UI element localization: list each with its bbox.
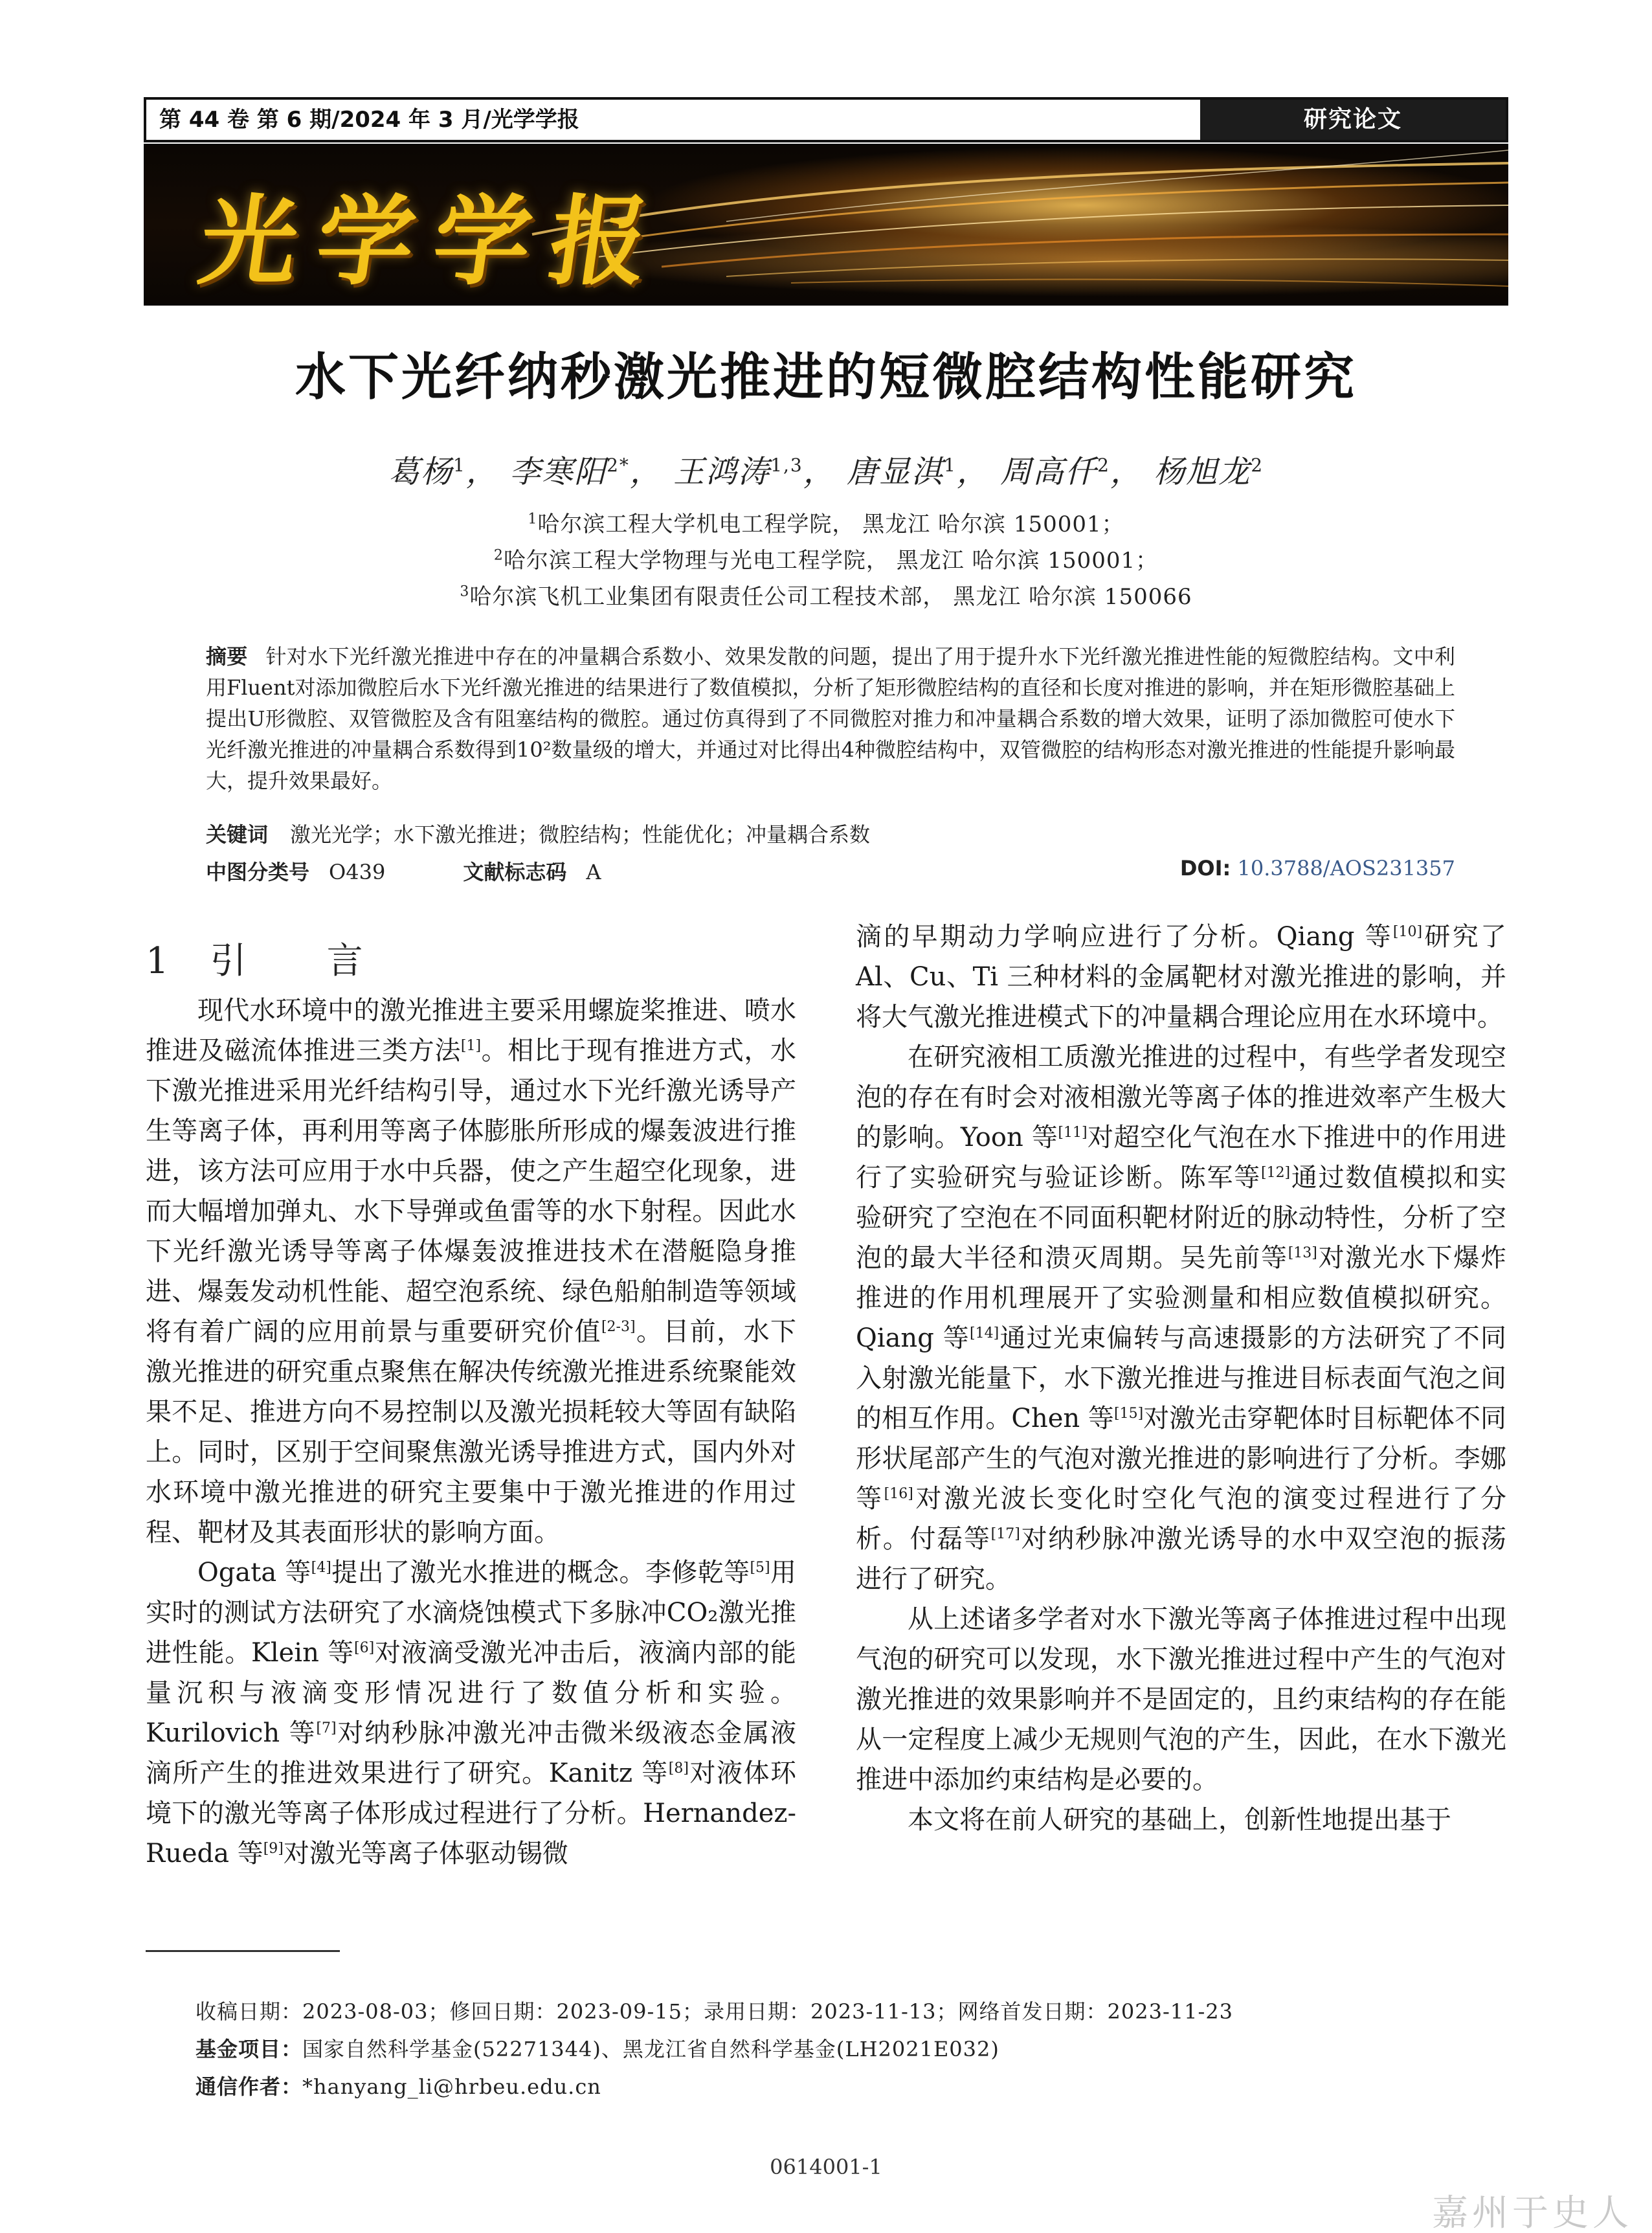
abstract-text: 针对水下光纤激光推进中存在的冲量耦合系数小、效果发散的问题，提出了用于提升水下光纤激光推进性能的短微腔结构。文中利用Fluent对添加微腔后水下光纤激光推进的结果进行了数值模拟，分析了矩形微腔结构的直径和长度对推进的影响，并在矩形微腔基础上提出U形微腔、双管微腔及含有阻塞结构的微腔。通过仿真得到了不同微腔对推力和冲量耦合系数的增大效果，证明了添加微腔可使水下光纤激光推进的冲量耦合系数得到10²数量级的增大，并通过对比得出4种微腔结构中，双管微腔的结构形态对激光推进的性能提升影响最大，提升效果最好。 [206,644,1455,793]
body-paragraph: 从上述诸多学者对水下激光等离子体推进过程中出现气泡的研究可以发现，水下激光推进过程中产生的气泡对激光推进的效果影响并不是固定的，且约束结构的存在能从一定程度上减少无规则气泡的产生，因此，在水下激光推进中添加约束结构是必要的。 [856,1604,1506,1795]
author-name: 周高仟 [1000,454,1098,490]
citation-marker[interactable]: [17] [990,1526,1020,1542]
section-heading [146,932,366,984]
affiliation-text: 哈尔滨工程大学物理与光电工程学院， 黑龙江 哈尔滨 150001； [503,548,1159,574]
keywords-text: 激光光学；水下激光推进；微腔结构；性能优化；冲量耦合系数 [290,822,871,847]
body-paragraph: 在研究液相工质激光推进的过程中，有些学者发现空泡的存在有时会对液相激光等离子体的推进效率产生极大的影响。Yoon 等[11]对超空化气泡在水下推进中的作用进行了实验研究与验证诊断。陈军等[12]通过数值模拟和实验研究了空泡在不同面积靶材附近的脉动特性，分析了空泡的最大半径和溃灭周期。吴先前等[13]对激光水下爆炸推进的作用机理展开了实验测量和相应数值模拟研究。Qiang 等[14]通过光束偏转与高速摄影的方法研究了不同入射激光能量下，水下激光推进与推进目标表面气泡之间的相互作用。Chen 等[15]对激光击穿靶体时目标靶体不同形状尾部产生的气泡对激光推进的影响进行了分析。李娜等[16]对激光波长变化时空化气泡的演变过程进行了分析。付磊等[17]对纳秒脉冲激光诱导的水中双空泡的振荡进行了研究。 [856,1042,1507,1594]
citation-marker[interactable]: [8] [668,1760,689,1777]
citation-marker[interactable]: [12] [1260,1165,1291,1181]
classification-line [206,856,601,886]
doi[interactable] [1180,856,1455,881]
citation-marker[interactable]: [1] [460,1038,482,1054]
citation-marker[interactable]: [15] [1114,1406,1144,1422]
author-name: 唐显淇 [846,454,944,490]
paper-title: 水下光纤纳秒激光推进的短微腔结构性能研究 [295,348,1357,407]
journal-logo-title: 光学学报 [192,186,675,298]
corr-email[interactable]: *hanyang_li@hrbeu.edu.cn [302,2074,601,2099]
citation-marker[interactable]: [13] [1288,1245,1317,1261]
fund-label: 基金项目： [195,2037,303,2061]
doc-code-value: A [586,860,601,884]
author-name: 葛杨 [388,454,453,490]
citation-marker[interactable]: [11] [1058,1125,1088,1141]
author-affil-mark: 1,3 [770,454,803,476]
affiliation-text: 哈尔滨飞机工业集团有限责任公司工程技术部， 黑龙江 哈尔滨 150066 [469,584,1192,610]
journal-volume-info: 第 44 卷 第 6 期/2024 年 3 月/光学学报 [159,107,579,133]
page-number: 0614001-1 [770,2155,882,2179]
affiliation-line [0,579,1652,611]
citation-marker[interactable]: [10] [1392,924,1423,940]
fund-text: 国家自然科学基金(52271344)、黑龙江省自然科学基金(LH2021E032) [302,2037,999,2061]
doi-link[interactable]: 10.3788/AOS231357 [1237,856,1455,881]
author-affil-mark: 2* [607,454,630,476]
author-list: 葛杨$^1$， 李寒阳$^{2*}$， 王鸿涛$^{1,3}$， 唐显淇$^1$， 周高仟$^2$， 杨旭龙$^2$ [388,454,1264,490]
citation-marker[interactable]: [7] [316,1720,337,1736]
body-paragraph: Ogata 等[4]提出了激光水推进的概念。李修乾等[5]用实时的测试方法研究了水滴烧蚀模式下多脉冲CO₂激光推进性能。Klein 等[6]对液滴受激光冲击后，液滴内部的能量沉积与液滴变形情况进行了数值分析和实验。Kurilovich 等[7]对纳秒脉冲激光冲击微米级液态金属液滴所产生的推进效果进行了研究。Kanitz 等[8]对液体环境下的激光等离子体形成过程进行了分析。Hernandez-Rueda 等[9]对激光等离子体驱动锡微 [146,1558,797,1868]
doi-label: DOI: [1179,856,1231,881]
affiliation-mark: 2 [493,547,504,564]
author-affil-mark: 2 [1251,454,1264,476]
affiliation-mark: 1 [528,511,538,528]
author-affil-mark: 1 [944,454,957,476]
author-name: 杨旭龙 [1154,454,1251,490]
journal-banner [144,144,1508,306]
citation-marker[interactable]: [9] [263,1841,284,1857]
keywords-label: 关键词 [206,822,269,847]
abstract [206,641,1455,796]
doc-code-label: 文献标志码 [463,860,567,884]
affiliation-line [0,506,1652,538]
author-name: 王鸿涛 [673,454,771,490]
watermark: 嘉州于史人 [1432,2192,1633,2233]
body-paragraph: 滴的早期动力学响应进行了分析。Qiang 等[10]研究了Al、Cu、Ti 三种材料的金属靶材对激光推进的影响，并将大气激光推进模式下的冲量耦合理论应用在水环境中。 [856,922,1507,1032]
affiliation-text: 哈尔滨工程大学机电工程学院， 黑龙江 哈尔滨 150001； [537,511,1124,537]
citation-marker[interactable]: [2-3] [601,1319,636,1335]
citation-marker[interactable]: [16] [884,1486,913,1502]
abstract-label: 摘要 [206,644,248,669]
clc-value: O439 [329,860,386,884]
section-title-char: 引 [210,940,249,982]
affiliation-mark: 3 [460,583,470,600]
left-column [146,991,796,1874]
body-paragraph: 现代水环境中的激光推进主要采用螺旋桨推进、喷水推进及磁流体推进三类方法[1]。相比于现有推进方式，水下激光推进采用光纤结构引导，通过水下光纤激光诱导产生等离子体，再利用等离子体膨胀所形成的爆轰波进行推进，该方法可应用于水中兵器，使之产生超空化现象，进而大幅增加弹丸、水下导弹或鱼雷等的水下射程。因此水下光纤激光诱导等离子体爆轰波推进技术在潜艇隐身推进、爆轰发动机性能、超空泡系统、绿色船舶制造等领域将有着广阔的应用前景与重要研究价值[2-3]。目前，水下激光推进的研究重点聚焦在解决传统激光推进系统聚能效果不足、推进方向不易控制以及激光损耗较大等固有缺陷上。同时，区别于空间聚焦激光诱导推进方式，国内外对水环境中激光推进的研究主要集中于激光推进的作用过程、靶材及其表面形状的影响方面。 [146,996,797,1547]
right-column [856,917,1506,1840]
section-number: 1 [146,940,172,982]
author-affil-mark: 1 [452,454,466,476]
affiliation-line [0,543,1652,574]
corr-label: 通信作者： [195,2074,303,2099]
body-paragraph: 本文将在前人研究的基础上，创新性地提出基于 [908,1805,1451,1835]
article-type-label: 研究论文 [1200,100,1506,140]
footnote-correspondence [195,2070,601,2100]
journal-header-bar [144,97,1508,142]
citation-marker[interactable]: [14] [970,1325,999,1341]
citation-marker[interactable]: [6] [354,1640,375,1656]
author-name: 李寒阳 [509,454,607,490]
keywords [206,818,870,848]
footnote-fund [195,2033,999,2063]
section-title-char: 言 [326,940,366,982]
citation-marker[interactable]: [5] [750,1560,770,1576]
footnote-divider [146,1950,340,1952]
clc-label: 中图分类号 [206,860,310,884]
footnote-dates: 收稿日期：2023-08-03；修回日期：2023-09-15；录用日期：2023-11-13；网络首发日期：2023-11-23 [195,1999,1234,2024]
author-affil-mark: 2 [1097,454,1110,476]
citation-marker[interactable]: [4] [311,1560,331,1576]
